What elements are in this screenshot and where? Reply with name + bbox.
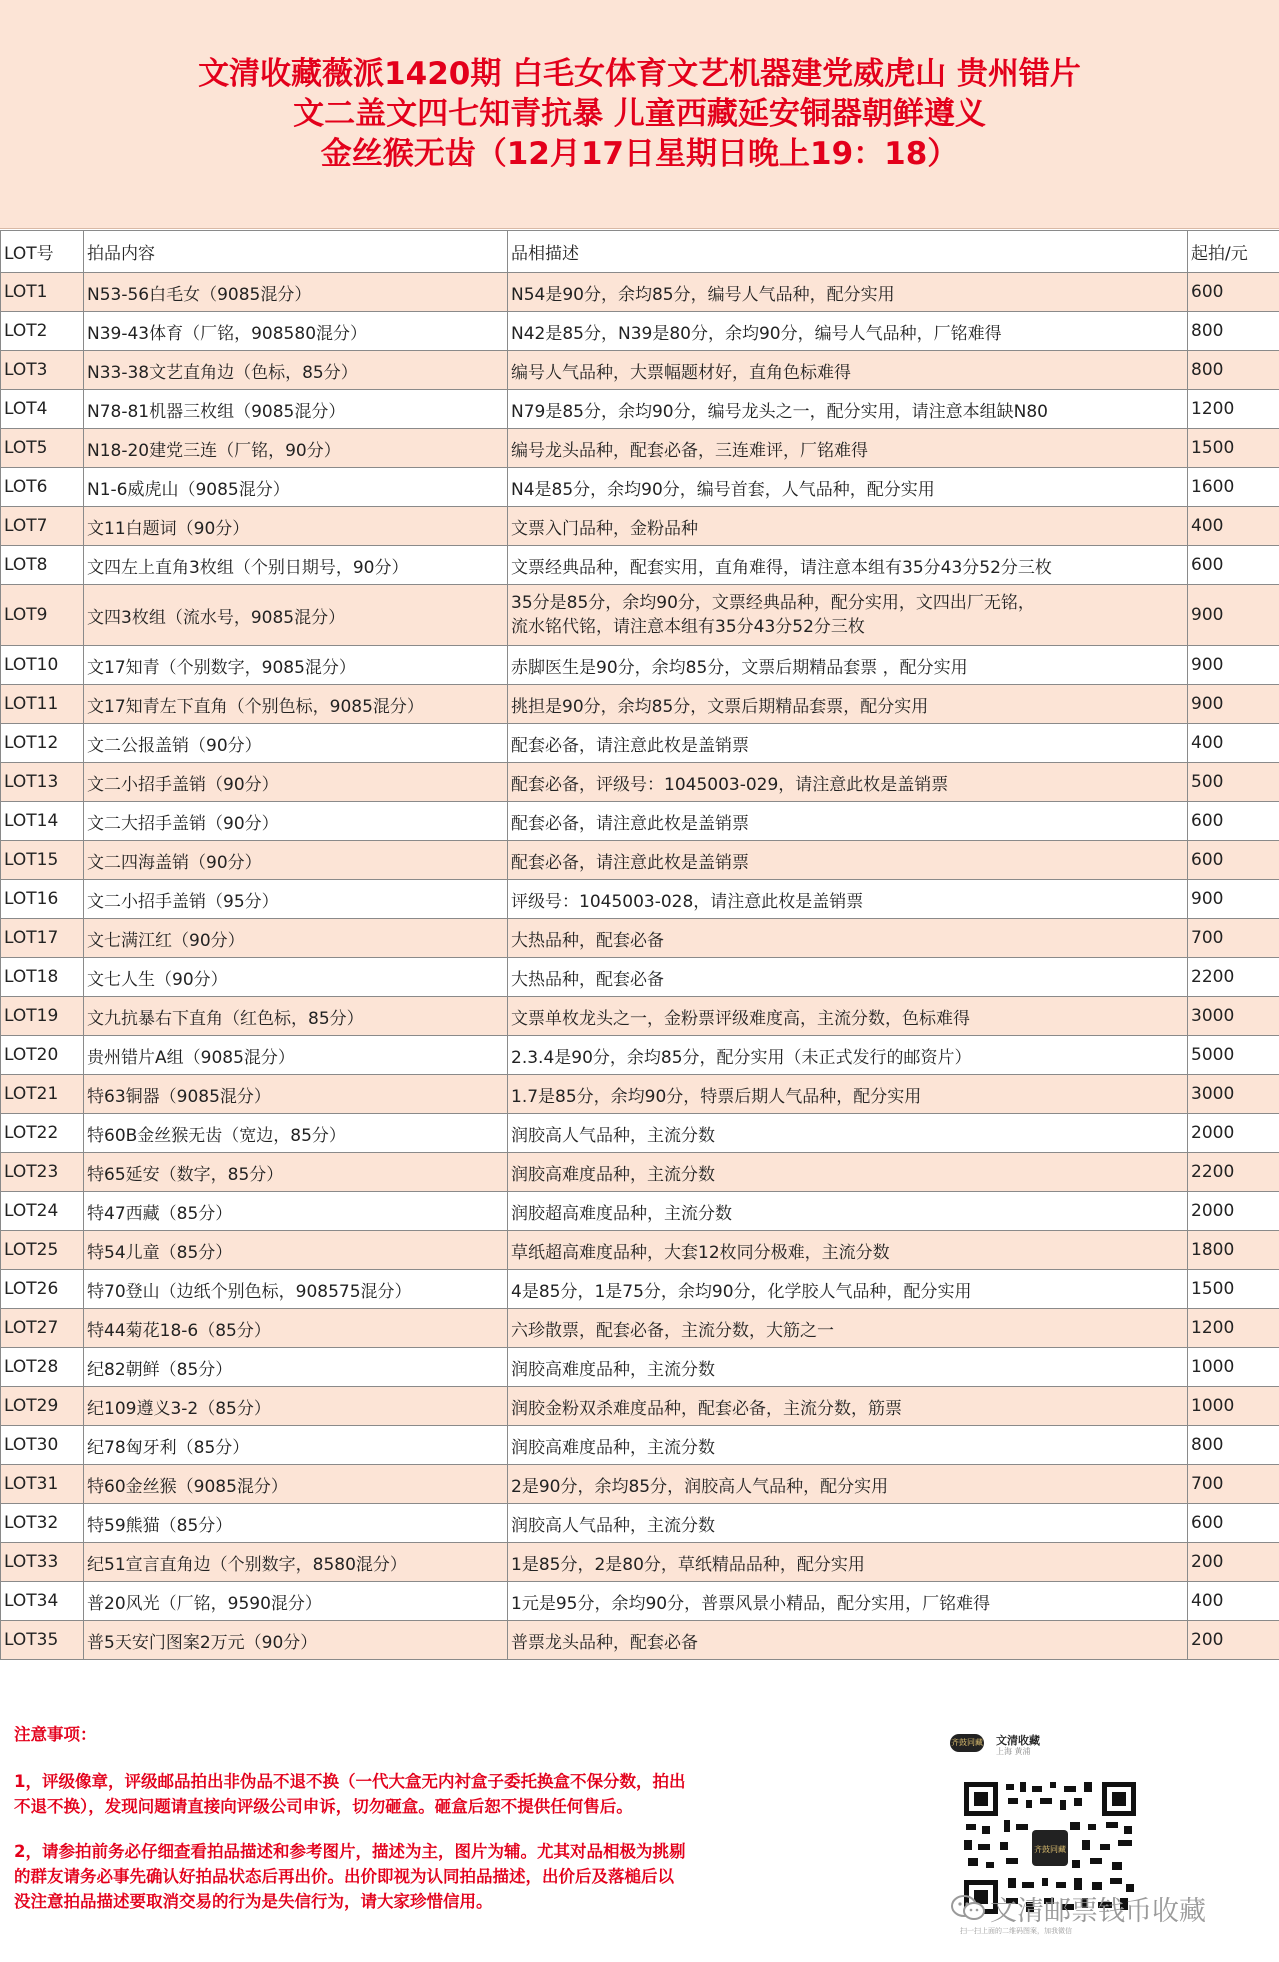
title-line-3: 金丝猴无齿（12月17日星期日晚上19：18） bbox=[320, 136, 959, 172]
item-cell: 文17知青（个别数字，9085混分） bbox=[84, 646, 508, 685]
desc-cell: 润胶高难度品种，主流分数 bbox=[508, 1348, 1188, 1387]
table-row bbox=[1, 880, 1279, 919]
qr-brand-row bbox=[950, 1730, 1150, 1760]
lot-cell: LOT10 bbox=[1, 646, 84, 685]
item-cell: 文四3枚组（流水号，9085混分） bbox=[84, 585, 508, 646]
price-cell: 200 bbox=[1188, 1543, 1279, 1582]
item-cell: 贵州错片A组（9085混分） bbox=[84, 1036, 508, 1075]
table-row bbox=[1, 841, 1279, 880]
item-cell: 文九抗暴右下直角（红色标，85分） bbox=[84, 997, 508, 1036]
lot-cell: LOT21 bbox=[1, 1075, 84, 1114]
item-cell: N39-43体育（厂铭，908580混分） bbox=[84, 312, 508, 351]
price-cell: 400 bbox=[1188, 724, 1279, 763]
item-cell: 文二小招手盖销（95分） bbox=[84, 880, 508, 919]
price-cell: 1500 bbox=[1188, 1270, 1279, 1309]
notice-item-1-line-1: 1，评级像章，评级邮品拍出非伪品不退不换（一代大盒无内衬盒子委托换盒不保分数，拍出 bbox=[14, 1772, 686, 1791]
title-line-1: 文清收藏薇派1420期 白毛女体育文艺机器建党威虎山 贵州错片 bbox=[198, 56, 1081, 92]
price-cell: 1200 bbox=[1188, 390, 1279, 429]
price-cell: 800 bbox=[1188, 351, 1279, 390]
price-cell: 2200 bbox=[1188, 958, 1279, 997]
desc-cell: 配套必备，评级号：1045003-029，请注意此枚是盖销票 bbox=[508, 763, 1188, 802]
brand-name: 文清收藏 bbox=[996, 1734, 1040, 1747]
desc-cell: 六珍散票，配套必备，主流分数，大筋之一 bbox=[508, 1309, 1188, 1348]
lot-cell: LOT28 bbox=[1, 1348, 84, 1387]
lot-cell: LOT14 bbox=[1, 802, 84, 841]
desc-cell: 配套必备，请注意此枚是盖销票 bbox=[508, 724, 1188, 763]
watermark-text: 文清邮票钱币收藏 bbox=[990, 1896, 1206, 1927]
notice-title: 注意事项： bbox=[14, 1725, 97, 1744]
lot-cell: LOT34 bbox=[1, 1582, 84, 1621]
table-row bbox=[1, 802, 1279, 841]
lot-cell: LOT18 bbox=[1, 958, 84, 997]
lot-cell: LOT22 bbox=[1, 1114, 84, 1153]
desc-cell: N4是85分，余均90分，编号首套，人气品种，配分实用 bbox=[508, 468, 1188, 507]
item-cell: 文二公报盖销（90分） bbox=[84, 724, 508, 763]
item-cell: 特59熊猫（85分） bbox=[84, 1504, 508, 1543]
lot-cell: LOT3 bbox=[1, 351, 84, 390]
price-cell: 900 bbox=[1188, 646, 1279, 685]
lot-cell: LOT19 bbox=[1, 997, 84, 1036]
table-row bbox=[1, 1036, 1279, 1075]
table-row bbox=[1, 546, 1279, 585]
lot-cell: LOT27 bbox=[1, 1309, 84, 1348]
desc-cell: N79是85分，余均90分，编号龙头之一，配分实用，请注意本组缺N80 bbox=[508, 390, 1188, 429]
item-cell: 特60B金丝猴无齿（宽边，85分） bbox=[84, 1114, 508, 1153]
table-row bbox=[1, 312, 1279, 351]
notice-item-2-line-2: 的群友请务必事先确认好拍品状态后再出价。出价即视为认同拍品描述，出价后及落槌后以 bbox=[14, 1867, 674, 1886]
item-cell: N18-20建党三连（厂铭，90分） bbox=[84, 429, 508, 468]
price-cell: 500 bbox=[1188, 763, 1279, 802]
price-cell: 800 bbox=[1188, 312, 1279, 351]
desc-cell: 编号人气品种，大票幅题材好，直角色标难得 bbox=[508, 351, 1188, 390]
table-row bbox=[1, 468, 1279, 507]
price-cell: 400 bbox=[1188, 1582, 1279, 1621]
table-row bbox=[1, 997, 1279, 1036]
table-row bbox=[1, 919, 1279, 958]
item-cell: 纪78匈牙利（85分） bbox=[84, 1426, 508, 1465]
item-cell: 特44菊花18-6（85分） bbox=[84, 1309, 508, 1348]
table-row bbox=[1, 685, 1279, 724]
qr-caption: 扫一扫上面的二维码图案，加我微信 bbox=[960, 1927, 1072, 1935]
lot-cell: LOT33 bbox=[1, 1543, 84, 1582]
header-item: 拍品内容 bbox=[84, 231, 508, 273]
lot-table-body bbox=[1, 273, 1279, 1660]
desc-cell: 1.7是85分，余均90分，特票后期人气品种，配分实用 bbox=[508, 1075, 1188, 1114]
price-cell: 1500 bbox=[1188, 429, 1279, 468]
price-cell: 2000 bbox=[1188, 1192, 1279, 1231]
desc-cell: 配套必备，请注意此枚是盖销票 bbox=[508, 841, 1188, 880]
lot-cell: LOT25 bbox=[1, 1231, 84, 1270]
desc-cell: 2.3.4是90分，余均85分，配分实用（未正式发行的邮资片） bbox=[508, 1036, 1188, 1075]
lot-cell: LOT31 bbox=[1, 1465, 84, 1504]
table-row bbox=[1, 646, 1279, 685]
desc-cell: 文票入门品种，金粉品种 bbox=[508, 507, 1188, 546]
price-cell: 2000 bbox=[1188, 1114, 1279, 1153]
item-cell: 文二小招手盖销（90分） bbox=[84, 763, 508, 802]
lot-cell: LOT16 bbox=[1, 880, 84, 919]
desc-cell: 大热品种，配套必备 bbox=[508, 919, 1188, 958]
price-cell: 1000 bbox=[1188, 1348, 1279, 1387]
header-desc: 品相描述 bbox=[508, 231, 1188, 273]
table-row bbox=[1, 1075, 1279, 1114]
desc-cell: 草纸超高难度品种，大套12枚同分极难，主流分数 bbox=[508, 1231, 1188, 1270]
desc-cell: 润胶金粉双杀难度品种，配套必备，主流分数，筋票 bbox=[508, 1387, 1188, 1426]
item-cell: 普20风光（厂铭，9590混分） bbox=[84, 1582, 508, 1621]
table-row bbox=[1, 1231, 1279, 1270]
lot-cell: LOT6 bbox=[1, 468, 84, 507]
item-cell: N1-6威虎山（9085混分） bbox=[84, 468, 508, 507]
table-row bbox=[1, 429, 1279, 468]
price-cell: 1200 bbox=[1188, 1309, 1279, 1348]
item-cell: N78-81机器三枚组（9085混分） bbox=[84, 390, 508, 429]
lot-cell: LOT35 bbox=[1, 1621, 84, 1660]
item-cell: 文四左上直角3枚组（个别日期号，90分） bbox=[84, 546, 508, 585]
price-cell: 900 bbox=[1188, 880, 1279, 919]
lot-cell: LOT5 bbox=[1, 429, 84, 468]
table-row bbox=[1, 1621, 1279, 1660]
brand-location: 上海 黄浦 bbox=[996, 1747, 1031, 1756]
notice-item-1-line-2: 不退不换），发现问题请直接向评级公司申诉，切勿砸盒。砸盒后恕不提供任何售后。 bbox=[14, 1797, 633, 1816]
lot-cell: LOT26 bbox=[1, 1270, 84, 1309]
notice-item-2 bbox=[14, 1839, 814, 1914]
item-cell: 特47西藏（85分） bbox=[84, 1192, 508, 1231]
lot-cell: LOT23 bbox=[1, 1153, 84, 1192]
price-cell: 3000 bbox=[1188, 1075, 1279, 1114]
price-cell: 200 bbox=[1188, 1621, 1279, 1660]
lot-cell: LOT4 bbox=[1, 390, 84, 429]
lot-cell: LOT2 bbox=[1, 312, 84, 351]
item-cell: 文11白题词（90分） bbox=[84, 507, 508, 546]
title-line-2: 文二盖文四七知青抗暴 儿童西藏延安铜器朝鲜遵义 bbox=[293, 96, 986, 132]
notice-item-1 bbox=[14, 1769, 814, 1819]
item-cell: 特60金丝猴（9085混分） bbox=[84, 1465, 508, 1504]
price-cell: 600 bbox=[1188, 802, 1279, 841]
desc-cell: 润胶高难度品种，主流分数 bbox=[508, 1426, 1188, 1465]
item-cell: 文17知青左下直角（个别色标，9085混分） bbox=[84, 685, 508, 724]
price-cell: 600 bbox=[1188, 546, 1279, 585]
price-cell: 400 bbox=[1188, 507, 1279, 546]
desc-cell: 文票单枚龙头之一，金粉票评级难度高，主流分数，色标难得 bbox=[508, 997, 1188, 1036]
desc-cell: 配套必备，请注意此枚是盖销票 bbox=[508, 802, 1188, 841]
price-cell: 5000 bbox=[1188, 1036, 1279, 1075]
desc-cell bbox=[508, 585, 1188, 646]
lot-cell: LOT11 bbox=[1, 685, 84, 724]
item-cell: 纪51宣言直角边（个别数字，8580混分） bbox=[84, 1543, 508, 1582]
desc-cell: 赤脚医生是90分，余均85分，文票后期精品套票 ，配分实用 bbox=[508, 646, 1188, 685]
desc-cell: 润胶高人气品种，主流分数 bbox=[508, 1114, 1188, 1153]
lot-cell: LOT30 bbox=[1, 1426, 84, 1465]
desc-line: 流水铭代铭，请注意本组有35分43分52分三枚 bbox=[511, 617, 865, 637]
desc-cell: 大热品种，配套必备 bbox=[508, 958, 1188, 997]
table-row bbox=[1, 1426, 1279, 1465]
price-cell: 600 bbox=[1188, 1504, 1279, 1543]
item-cell: 普5天安门图案2万元（90分） bbox=[84, 1621, 508, 1660]
table-row bbox=[1, 351, 1279, 390]
lot-cell: LOT7 bbox=[1, 507, 84, 546]
table-row bbox=[1, 1543, 1279, 1582]
notice-item-2-line-1: 2，请参拍前务必仔细查看拍品描述和参考图片，描述为主，图片为辅。尤其对品相极为挑剔 bbox=[14, 1842, 686, 1861]
lot-cell: LOT20 bbox=[1, 1036, 84, 1075]
qr-center-logo: 齐鼓同藏 bbox=[1034, 1845, 1066, 1854]
table-row bbox=[1, 1192, 1279, 1231]
item-cell: 文七人生（90分） bbox=[84, 958, 508, 997]
auction-title bbox=[0, 0, 1279, 174]
item-cell: 纪82朝鲜（85分） bbox=[84, 1348, 508, 1387]
lot-cell: LOT1 bbox=[1, 273, 84, 312]
desc-cell: 1是85分，2是80分，草纸精品品种，配分实用 bbox=[508, 1543, 1188, 1582]
price-cell: 900 bbox=[1188, 685, 1279, 724]
table-row bbox=[1, 507, 1279, 546]
desc-cell: 挑担是90分，余均85分，文票后期精品套票，配分实用 bbox=[508, 685, 1188, 724]
notice-section bbox=[14, 1722, 814, 1934]
price-cell: 800 bbox=[1188, 1426, 1279, 1465]
item-cell: 特65延安（数字，85分） bbox=[84, 1153, 508, 1192]
item-cell: 文二大招手盖销（90分） bbox=[84, 802, 508, 841]
header-price: 起拍/元 bbox=[1188, 231, 1279, 273]
table-row bbox=[1, 1309, 1279, 1348]
table-row bbox=[1, 1270, 1279, 1309]
desc-cell: 文票经典品种，配套实用，直角难得，请注意本组有35分43分52分三枚 bbox=[508, 546, 1188, 585]
lot-cell: LOT24 bbox=[1, 1192, 84, 1231]
item-cell: N33-38文艺直角边（色标，85分） bbox=[84, 351, 508, 390]
desc-cell: 4是85分，1是75分，余均90分，化学胶人气品种，配分实用 bbox=[508, 1270, 1188, 1309]
table-row bbox=[1, 1504, 1279, 1543]
lot-cell: LOT15 bbox=[1, 841, 84, 880]
table-row bbox=[1, 763, 1279, 802]
table-header-row bbox=[1, 231, 1279, 273]
price-cell: 600 bbox=[1188, 273, 1279, 312]
price-cell: 900 bbox=[1188, 585, 1279, 646]
desc-cell: 1元是95分，余均90分，普票风景小精品，配分实用，厂铭难得 bbox=[508, 1582, 1188, 1621]
desc-line: 35分是85分，余均90分，文票经典品种，配分实用，文四出厂无铭， bbox=[511, 593, 1035, 613]
desc-cell: 2是90分，余均85分，润胶高人气品种，配分实用 bbox=[508, 1465, 1188, 1504]
price-cell: 2200 bbox=[1188, 1153, 1279, 1192]
wechat-icon bbox=[950, 1894, 986, 1922]
table-row bbox=[1, 1153, 1279, 1192]
header-lot: LOT号 bbox=[1, 231, 84, 273]
table-row bbox=[1, 1387, 1279, 1426]
item-cell: 文七满江红（90分） bbox=[84, 919, 508, 958]
table-row bbox=[1, 585, 1279, 646]
desc-cell: 润胶高难度品种，主流分数 bbox=[508, 1153, 1188, 1192]
table-row bbox=[1, 1582, 1279, 1621]
desc-cell: 普票龙头品种，配套必备 bbox=[508, 1621, 1188, 1660]
item-cell: 特63铜器（9085混分） bbox=[84, 1075, 508, 1114]
table-row bbox=[1, 958, 1279, 997]
lot-cell: LOT17 bbox=[1, 919, 84, 958]
desc-cell: 润胶高人气品种，主流分数 bbox=[508, 1504, 1188, 1543]
table-row bbox=[1, 1348, 1279, 1387]
table-row bbox=[1, 1114, 1279, 1153]
price-cell: 1000 bbox=[1188, 1387, 1279, 1426]
lot-cell: LOT9 bbox=[1, 585, 84, 646]
price-cell: 600 bbox=[1188, 841, 1279, 880]
lot-cell: LOT13 bbox=[1, 763, 84, 802]
lot-cell: LOT12 bbox=[1, 724, 84, 763]
desc-cell: 润胶超高难度品种，主流分数 bbox=[508, 1192, 1188, 1231]
brand-logo: 齐鼓同藏 bbox=[950, 1734, 984, 1752]
notice-item-2-line-3: 没注意拍品描述要取消交易的行为是失信行为，请大家珍惜信用。 bbox=[14, 1892, 493, 1911]
header-banner bbox=[0, 0, 1279, 229]
price-cell: 1600 bbox=[1188, 468, 1279, 507]
table-row bbox=[1, 390, 1279, 429]
item-cell: 特70登山（边纸个别色标，908575混分） bbox=[84, 1270, 508, 1309]
desc-cell: N42是85分，N39是80分，余均90分，编号人气品种，厂铭难得 bbox=[508, 312, 1188, 351]
item-cell: 纪109遵义3-2（85分） bbox=[84, 1387, 508, 1426]
lot-cell: LOT8 bbox=[1, 546, 84, 585]
price-cell: 3000 bbox=[1188, 997, 1279, 1036]
price-cell: 700 bbox=[1188, 1465, 1279, 1504]
desc-cell: 评级号：1045003-028，请注意此枚是盖销票 bbox=[508, 880, 1188, 919]
desc-cell: N54是90分，余均85分，编号人气品种，配分实用 bbox=[508, 273, 1188, 312]
table-row bbox=[1, 1465, 1279, 1504]
price-cell: 1800 bbox=[1188, 1231, 1279, 1270]
lot-table bbox=[0, 230, 1279, 1660]
lot-cell: LOT29 bbox=[1, 1387, 84, 1426]
desc-cell: 编号龙头品种，配套必备，三连难评，厂铭难得 bbox=[508, 429, 1188, 468]
item-cell: N53-56白毛女（9085混分） bbox=[84, 273, 508, 312]
table-row bbox=[1, 273, 1279, 312]
table-row bbox=[1, 724, 1279, 763]
price-cell: 700 bbox=[1188, 919, 1279, 958]
item-cell: 文二四海盖销（90分） bbox=[84, 841, 508, 880]
lot-cell: LOT32 bbox=[1, 1504, 84, 1543]
item-cell: 特54儿童（85分） bbox=[84, 1231, 508, 1270]
